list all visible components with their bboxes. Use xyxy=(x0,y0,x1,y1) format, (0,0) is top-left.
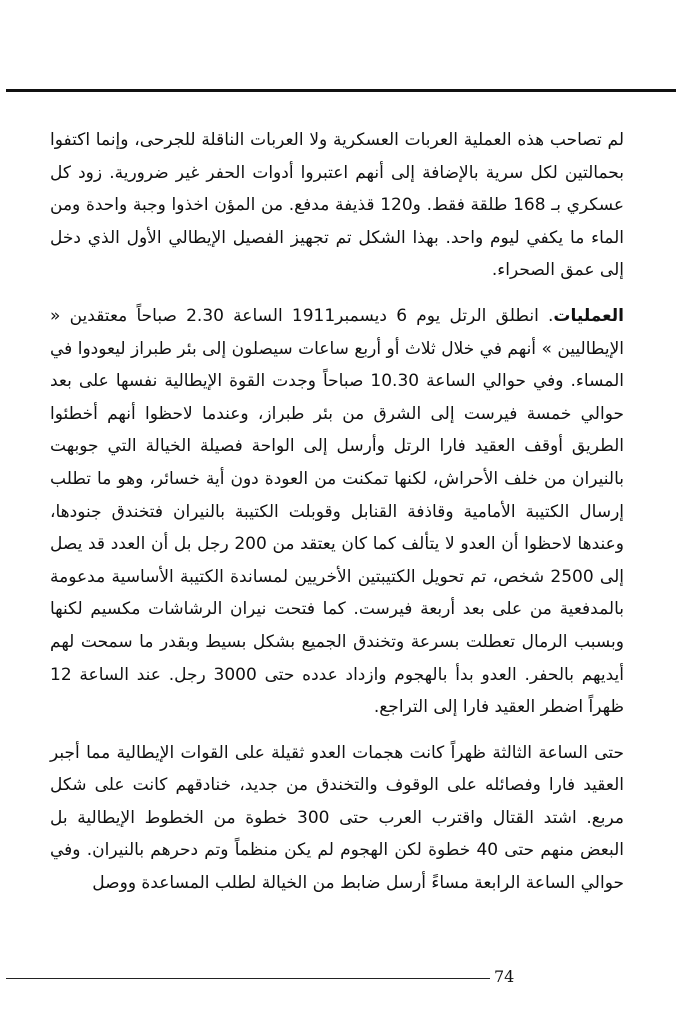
paragraph-3-text: حتى الساعة الثالثة ظهراً كانت هجمات العدو ثقيلة على القوات الإيطالية مما أجبر العقيد فارا وفصائله على الوقوف والتخندق من جديد، خنادقهم كانت على شكل مربع. اشتد القتال واقترب العرب حتى 300 خطوة من الخطوط الإيطالية بل البعض منهم حتى 40 خطوة لكن الهجوم لم يكن منظماً وتم دحرهم بالنيران. وفي حوالي الساعة الرابعة مساءً أرسل ضابط من الخيالة لطلب المساعدة ووصل xyxy=(50,742,625,894)
paragraph-2-lead: العمليات xyxy=(553,305,624,326)
paragraph-1 xyxy=(50,124,624,287)
page-body xyxy=(50,124,624,900)
paragraph-3 xyxy=(50,737,624,900)
paragraph-2-text: . انطلق الرتل يوم 6 ديسمبر1911 الساعة 2.30 صباحاً معتقدين « الإيطاليين » أنهم في خلال ثلاث أو أربع ساعات سيصلون إلى بئر طبراز ليعودوا في المساء. وفي حوالي الساعة 10.30 صباحاً وجدت القوة الإيطالية نفسها على بعد حوالي خمسة فيرست إلى الشرق من بئر طبراز، وعندما لاحظوا أنهم أخطئوا الطريق أوقف العقيد فارا الرتل وأرسل إلى الواحة فصيلة الخيالة التي جوبهت بالنيران من خلف الأحراش، لكنها تمكنت من العودة دون أية خسائر، وهو ما تطلب إرسال الكتيبة الأمامية وقاذفة القنابل وقوبلت الكتيبة بالنيران فتخندق جنودها، وعندها لاحظوا أن العدو لا يتألف كما كان يعتقد من 200 رجل بل أن العدد قد يصل إلى 2500 شخص، تم تحويل الكتيبتين الأخريين لمساندة الكتيبة الأساسية مدعومة بالمدفعية من على بعد أربعة فيرست. كما فتحت نيران الرشاشات مكسيم لكنها وبسبب الرمال تعطلت بسرعة وتخندق الجميع بشكل بسيط وبقدر ما سمحت لهم أيديهم بالحفر. العدو بدأ بالهجوم وازداد عدده حتى 3000 رجل. عند الساعة 12 ظهراً اضطر العقيد فارا إلى التراجع. xyxy=(50,305,624,718)
page-number: 74 xyxy=(494,967,515,986)
paragraph-1-text: لم تصاحب هذه العملية العربات العسكرية ولا العربات الناقلة للجرحى، وإنما اكتفوا بحمالتين لكل سرية بالإضافة إلى أنهم اعتبروا أدوات الحفر غير ضرورية. زود كل عسكري بـ 168 طلقة فقط. و120 قذيفة مدفع. من المؤن اخذوا وجبة واحدة ومن الماء ما يكفي ليوم واحد. بهذا الشكل تم تجهيز الفصيل الإيطالي الأول الذي دخل إلى عمق الصحراء. xyxy=(50,130,624,281)
footer-rule xyxy=(6,978,490,979)
header-rule xyxy=(6,89,676,92)
paragraph-2 xyxy=(50,300,624,724)
